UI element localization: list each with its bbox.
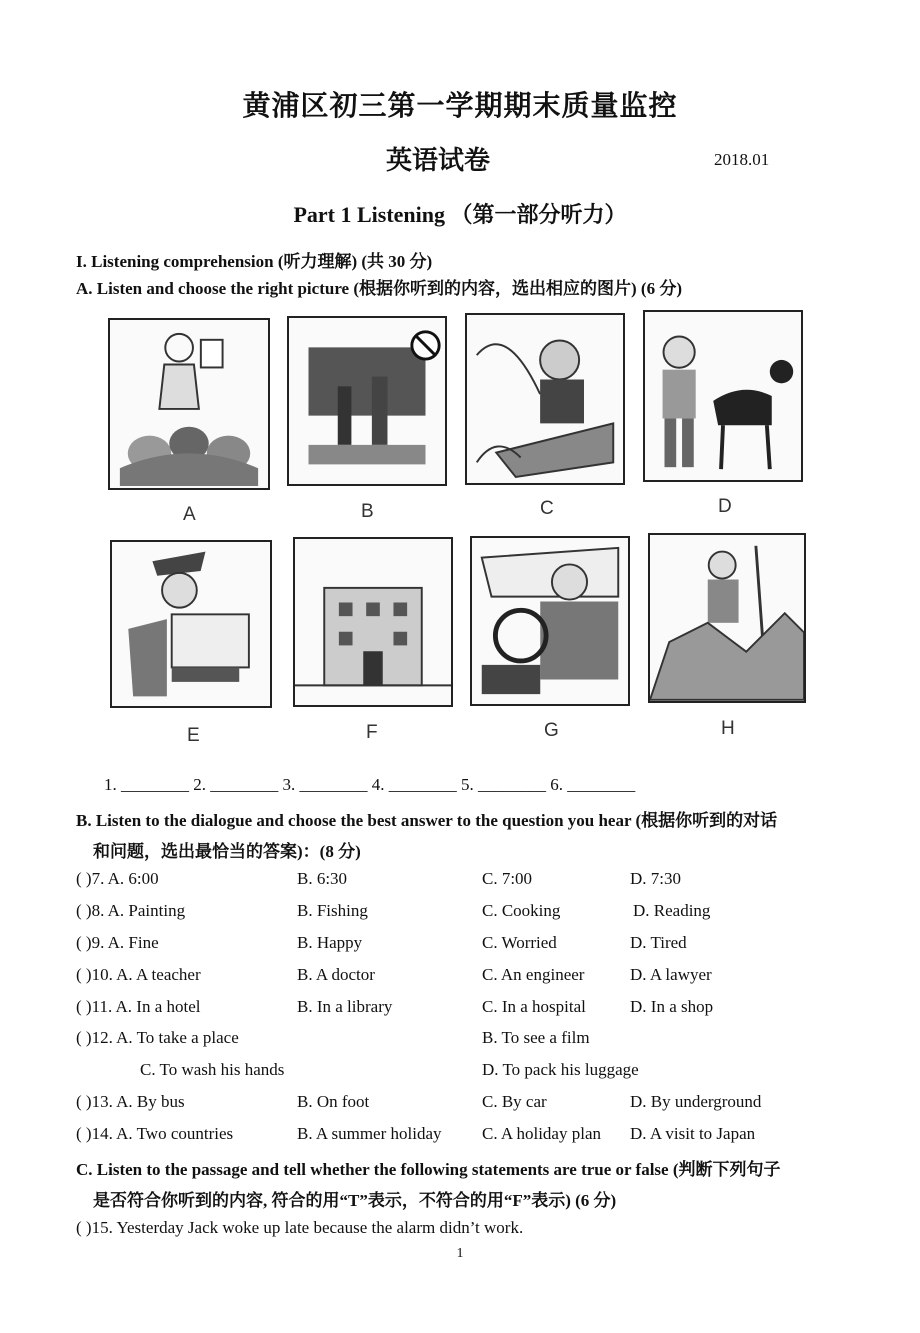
option-d[interactable]: D. To pack his luggage [482,1060,639,1079]
question-stem-a[interactable]: ( )12. A. To take a place [76,1028,239,1047]
question-stem-a[interactable]: ( )14. A. Two countries [76,1124,234,1143]
question-stem-a[interactable]: ( )7. A. 6:00 [76,869,159,888]
part-heading: Part 1 Listening （第一部分听力） [293,202,627,227]
section-1-heading: I. Listening comprehension (听力理解) (共 30 分) [76,252,433,271]
option-b[interactable]: B. On foot [297,1092,370,1111]
section-b-heading-cont: 和问题，选出最恰当的答案)：(8 分) [93,842,361,861]
picture-label-b: B [361,501,374,522]
picture-label-g: G [544,720,559,741]
picture-label-e: E [187,725,200,746]
picture-h-climber [648,533,806,703]
picture-label-c: C [540,498,554,519]
picture-label-a: A [183,504,196,525]
picture-e-newspaper-reader [110,540,272,708]
exam-subtitle: 英语试卷 [386,146,491,175]
option-b[interactable]: B. 6:30 [297,869,348,888]
picture-g-driver [470,536,630,706]
section-a-heading: A. Listen and choose the right picture (根据你听到的内容，选出相应的图片) (6 分) [76,279,682,298]
option-c[interactable]: C. By car [482,1092,547,1111]
section-b-heading: B. Listen to the dialogue and choose the best answer to the question you hear (根据你听到的对话 [76,811,778,830]
question-stem-a[interactable]: ( )11. A. In a hotel [76,997,201,1016]
option-b[interactable]: B. Fishing [297,901,368,920]
option-d[interactable]: D. By underground [630,1092,762,1111]
option-c[interactable]: C. Cooking [482,901,561,920]
option-c[interactable]: C. To wash his hands [140,1060,285,1079]
picture-a-presenter [108,318,270,490]
option-b[interactable]: B. A summer holiday [297,1124,442,1143]
option-b[interactable]: B. Happy [297,933,363,952]
option-d[interactable]: D. In a shop [630,997,714,1016]
option-d[interactable]: D. 7:30 [630,869,681,888]
option-c[interactable]: C. In a hospital [482,997,586,1016]
option-b[interactable]: B. To see a film [482,1028,590,1047]
question-stem-a[interactable]: ( )9. A. Fine [76,933,159,952]
picture-label-h: H [721,718,735,739]
question-15[interactable]: ( )15. Yesterday Jack woke up late because the alarm didn’t work. [76,1218,524,1237]
option-c[interactable]: C. Worried [482,933,557,952]
picture-label-d: D [718,496,732,517]
option-d[interactable]: D. Reading [633,901,711,920]
question-stem-a[interactable]: ( )8. A. Painting [76,901,186,920]
option-d[interactable]: D. A lawyer [630,965,712,984]
option-c[interactable]: C. 7:00 [482,869,533,888]
option-b[interactable]: B. A doctor [297,965,375,984]
picture-b-no-smoking [287,316,447,486]
option-d[interactable]: D. Tired [630,933,687,952]
option-d[interactable]: D. A visit to Japan [630,1124,756,1143]
section-c-heading-cont: 是否符合你听到的内容, 符合的用“T”表示，不符合的用“F”表示) (6 分) [93,1191,617,1210]
picture-label-f: F [366,722,378,743]
answer-blanks-1-6[interactable]: 1. ________ 2. ________ 3. ________ 4. ________ 5. ________ 6. ________ [104,775,636,794]
option-c[interactable]: C. An engineer [482,965,585,984]
picture-c-fishing [465,313,625,485]
question-stem-a[interactable]: ( )13. A. By bus [76,1092,185,1111]
question-stem-a[interactable]: ( )10. A. A teacher [76,965,201,984]
exam-title: 黄浦区初三第一学期期末质量监控 [242,91,678,122]
exam-date: 2018.01 [714,150,770,169]
section-c-heading: C. Listen to the passage and tell whether the following statements are true or false (判断下列句子 [76,1160,781,1179]
page-number: 1 [456,1246,464,1261]
picture-f-building [293,537,453,707]
picture-d-dog-walking [643,310,803,482]
option-b[interactable]: B. In a library [297,997,393,1016]
option-c[interactable]: C. A holiday plan [482,1124,601,1143]
